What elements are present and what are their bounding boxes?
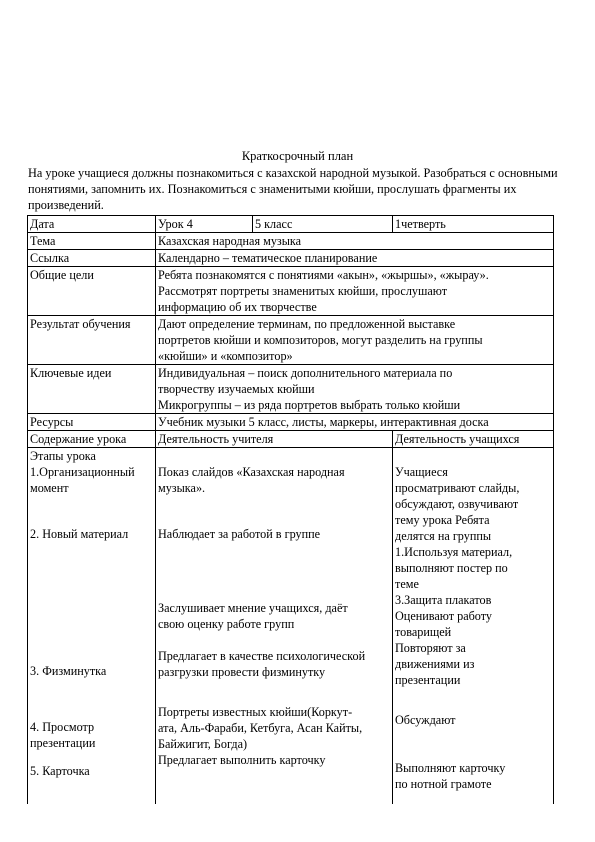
text-line: Индивидуальная – поиск дополнительного материала по: [158, 366, 453, 380]
table-row: [28, 250, 554, 267]
row-value: [156, 267, 554, 316]
stage-line: 4. Просмотр: [30, 720, 95, 734]
table-row: [28, 233, 554, 250]
text-line: Показ слайдов «Казахская народная: [158, 465, 345, 479]
text-line: «кюйши» и «композитор»: [158, 349, 293, 363]
stage-line: момент: [30, 481, 69, 495]
text-line: обсуждают, озвучивают: [395, 497, 519, 511]
text-line: Оценивают работу: [395, 609, 492, 623]
text-line: свою оценку работе групп: [158, 617, 295, 631]
content-header: Содержание урока: [28, 431, 156, 448]
text-line: Учащиеся: [395, 465, 448, 479]
text-line: теме: [395, 577, 419, 591]
text-line: товарищей: [395, 625, 452, 639]
quarter-cell: 1четверть: [393, 216, 554, 233]
text-line: ата, Аль-Фараби, Кетбуга, Асан Кайты,: [158, 721, 363, 735]
row-label: Результат обучения: [28, 316, 156, 365]
text-line: просматривают слайды,: [395, 481, 520, 495]
intro-paragraph: На уроке учащиеся должны познакомиться с казахской народной музыкой. Разобраться с основными понятиями, запомнить их. Познакомиться с знаменитыми кюйши, прослушать фрагменты их произведений.: [28, 166, 558, 212]
row-label: Тема: [28, 233, 156, 250]
row-label: Общие цели: [28, 267, 156, 316]
teacher-cell: [156, 448, 393, 805]
text-line: портретов кюйши и композиторов, могут разделить на группы: [158, 333, 483, 347]
text-line: Ребята познакомятся с понятиями «акын», «жыршы», «жырау».: [158, 268, 489, 282]
stages-cell: [28, 448, 156, 805]
text-line: презентации: [395, 673, 461, 687]
document-title: Краткосрочный план: [241, 149, 354, 163]
table-row: [28, 316, 554, 365]
table-row: [28, 414, 554, 431]
text-line: Предлагает в качестве психологической: [158, 649, 366, 663]
class-cell: 5 класс: [253, 216, 393, 233]
text-line: 3.Защита плакатов: [395, 593, 492, 607]
stage-line: 1.Организационный: [30, 465, 135, 479]
stages-heading: Этапы урока: [30, 449, 96, 463]
text-line: 1.Используя материал,: [395, 545, 513, 559]
row-label: Ключевые идеи: [28, 365, 156, 414]
stage-line: 2. Новый материал: [30, 527, 129, 541]
text-line: Выполняют карточку: [395, 761, 506, 775]
text-line: Байжигит, Богда): [158, 737, 248, 751]
row-value: Учебник музыки 5 класс, листы, маркеры, интерактивная доска: [156, 414, 554, 431]
text-line: Повторяют за: [395, 641, 466, 655]
text-line: выполняют постер по: [395, 561, 508, 575]
row-value: [156, 365, 554, 414]
students-header: Деятельность учащихся: [393, 431, 554, 448]
text-line: Микрогруппы – из ряда портретов выбрать только кюйши: [158, 398, 461, 412]
date-label: Дата: [28, 216, 156, 233]
text-line: Предлагает выполнить карточку: [158, 753, 326, 767]
students-cell: [393, 448, 554, 805]
text-line: Рассмотрят портреты знаменитых кюйши, прослушают: [158, 284, 448, 298]
row-value: Календарно – тематическое планирование: [156, 250, 554, 267]
table-row: [28, 431, 554, 448]
text-line: по нотной грамоте: [395, 777, 492, 791]
table-row: [28, 267, 554, 316]
text-line: тему урока Ребята: [395, 513, 490, 527]
text-line: Обсуждают: [395, 713, 456, 727]
table-row: [28, 216, 554, 233]
text-line: творчеству изучаемых кюйши: [158, 382, 315, 396]
text-line: разгрузки провести физминутку: [158, 665, 326, 679]
text-line: информацию об их творчестве: [158, 300, 317, 314]
row-value: Казахская народная музыка: [156, 233, 554, 250]
text-line: делятся на группы: [395, 529, 492, 543]
row-label: Ссылка: [28, 250, 156, 267]
lesson-number: Урок 4: [156, 216, 253, 233]
table-row: [28, 448, 554, 805]
table-row: [28, 365, 554, 414]
row-label: Ресурсы: [28, 414, 156, 431]
text-line: Портреты известных кюйши(Коркут-: [158, 705, 353, 719]
text-line: Дают определение терминам, по предложенной выставке: [158, 317, 456, 331]
text-line: Наблюдает за работой в группе: [158, 527, 321, 541]
text-line: музыка».: [158, 481, 206, 495]
teacher-header: Деятельность учителя: [156, 431, 393, 448]
stage-line: 3. Физминутка: [30, 664, 107, 678]
stage-line: 5. Карточка: [30, 764, 90, 778]
lesson-plan-table: [27, 215, 554, 804]
text-line: Заслушивает мнение учащихся, даёт: [158, 601, 348, 615]
row-value: [156, 316, 554, 365]
stage-line: презентации: [30, 736, 96, 750]
text-line: движениями из: [395, 657, 475, 671]
